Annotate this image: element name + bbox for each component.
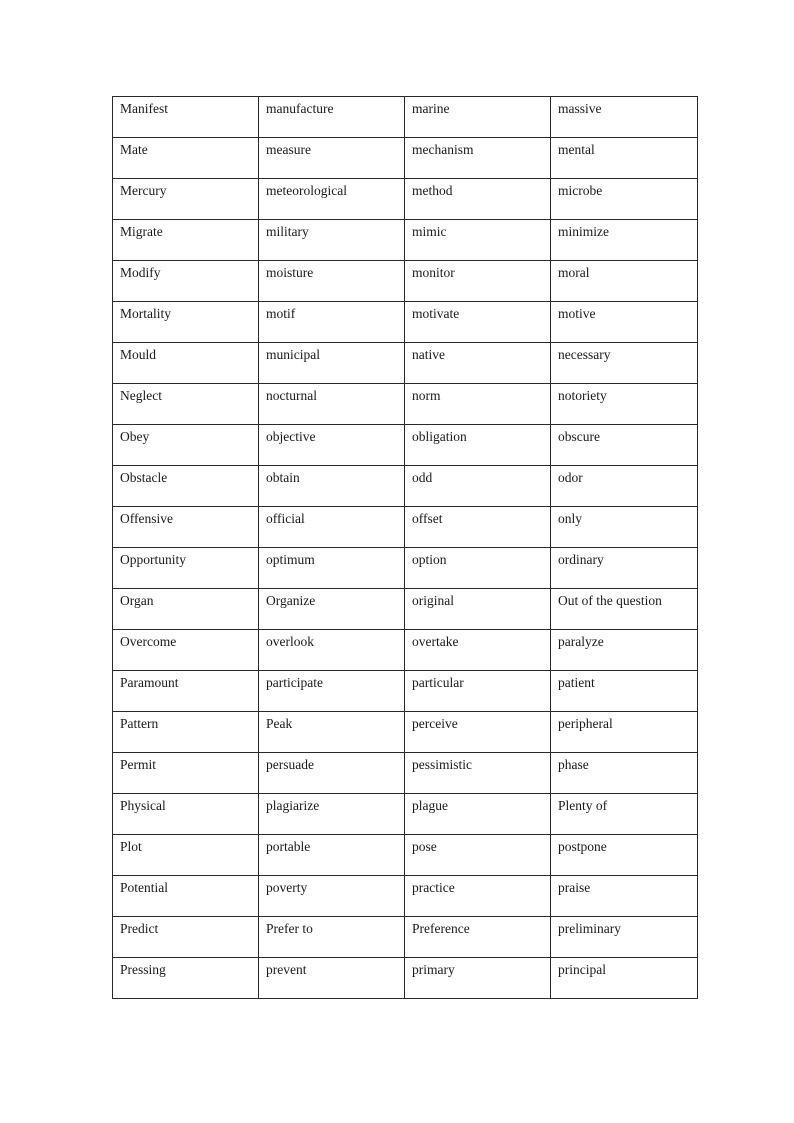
table-cell: necessary xyxy=(551,343,698,384)
table-cell: Paramount xyxy=(113,671,259,712)
table-cell: pessimistic xyxy=(405,753,551,794)
table-row xyxy=(113,343,698,384)
table-row xyxy=(113,917,698,958)
table-cell: Obstacle xyxy=(113,466,259,507)
table-cell: Overcome xyxy=(113,630,259,671)
table-cell: norm xyxy=(405,384,551,425)
table-cell: Peak xyxy=(259,712,405,753)
table-cell: objective xyxy=(259,425,405,466)
table-cell: optimum xyxy=(259,548,405,589)
table-cell: obscure xyxy=(551,425,698,466)
table-cell: motive xyxy=(551,302,698,343)
table-cell: motif xyxy=(259,302,405,343)
vocabulary-table xyxy=(112,96,698,999)
table-cell: Prefer to xyxy=(259,917,405,958)
table-row xyxy=(113,179,698,220)
table-cell: offset xyxy=(405,507,551,548)
table-cell: Modify xyxy=(113,261,259,302)
table-cell: Potential xyxy=(113,876,259,917)
table-cell: poverty xyxy=(259,876,405,917)
table-cell: Mould xyxy=(113,343,259,384)
table-cell: perceive xyxy=(405,712,551,753)
table-cell: Opportunity xyxy=(113,548,259,589)
table-cell: only xyxy=(551,507,698,548)
table-row xyxy=(113,589,698,630)
table-cell: plague xyxy=(405,794,551,835)
table-cell: mental xyxy=(551,138,698,179)
table-cell: overlook xyxy=(259,630,405,671)
table-cell: particular xyxy=(405,671,551,712)
table-row xyxy=(113,835,698,876)
table-cell: official xyxy=(259,507,405,548)
table-cell: Permit xyxy=(113,753,259,794)
table-cell: obtain xyxy=(259,466,405,507)
table-cell: odor xyxy=(551,466,698,507)
table-cell: massive xyxy=(551,97,698,138)
table-row xyxy=(113,958,698,999)
table-cell: odd xyxy=(405,466,551,507)
table-cell: Neglect xyxy=(113,384,259,425)
table-cell: notoriety xyxy=(551,384,698,425)
table-cell: monitor xyxy=(405,261,551,302)
table-cell: peripheral xyxy=(551,712,698,753)
table-row xyxy=(113,548,698,589)
table-row xyxy=(113,876,698,917)
table-cell: option xyxy=(405,548,551,589)
table-cell: postpone xyxy=(551,835,698,876)
table-cell: practice xyxy=(405,876,551,917)
table-cell: Mate xyxy=(113,138,259,179)
table-cell: measure xyxy=(259,138,405,179)
table-cell: overtake xyxy=(405,630,551,671)
table-cell: motivate xyxy=(405,302,551,343)
table-row xyxy=(113,507,698,548)
table-cell: minimize xyxy=(551,220,698,261)
table-cell: obligation xyxy=(405,425,551,466)
table-cell: portable xyxy=(259,835,405,876)
table-cell: mechanism xyxy=(405,138,551,179)
table-cell: principal xyxy=(551,958,698,999)
table-cell: original xyxy=(405,589,551,630)
table-cell: Mercury xyxy=(113,179,259,220)
table-row xyxy=(113,794,698,835)
table-row xyxy=(113,425,698,466)
vocabulary-table-body xyxy=(113,97,698,999)
table-cell: native xyxy=(405,343,551,384)
table-cell: Plot xyxy=(113,835,259,876)
table-row xyxy=(113,712,698,753)
table-cell: Obey xyxy=(113,425,259,466)
table-cell: plagiarize xyxy=(259,794,405,835)
table-cell: Offensive xyxy=(113,507,259,548)
table-cell: Organ xyxy=(113,589,259,630)
table-cell: preliminary xyxy=(551,917,698,958)
table-cell: meteorological xyxy=(259,179,405,220)
table-cell: moisture xyxy=(259,261,405,302)
table-cell: Organize xyxy=(259,589,405,630)
table-cell: primary xyxy=(405,958,551,999)
table-cell: praise xyxy=(551,876,698,917)
table-row xyxy=(113,138,698,179)
table-row xyxy=(113,384,698,425)
table-cell: Predict xyxy=(113,917,259,958)
table-cell: Pressing xyxy=(113,958,259,999)
table-cell: municipal xyxy=(259,343,405,384)
table-cell: patient xyxy=(551,671,698,712)
table-cell: pose xyxy=(405,835,551,876)
table-row xyxy=(113,466,698,507)
table-cell: phase xyxy=(551,753,698,794)
table-cell: Out of the question xyxy=(551,589,698,630)
table-cell: microbe xyxy=(551,179,698,220)
table-cell: Preference xyxy=(405,917,551,958)
table-cell: Pattern xyxy=(113,712,259,753)
table-cell: participate xyxy=(259,671,405,712)
table-cell: moral xyxy=(551,261,698,302)
table-cell: Mortality xyxy=(113,302,259,343)
table-cell: paralyze xyxy=(551,630,698,671)
table-cell: Plenty of xyxy=(551,794,698,835)
table-row xyxy=(113,630,698,671)
table-row xyxy=(113,671,698,712)
table-cell: marine xyxy=(405,97,551,138)
table-row xyxy=(113,302,698,343)
table-cell: prevent xyxy=(259,958,405,999)
table-cell: mimic xyxy=(405,220,551,261)
table-cell: Migrate xyxy=(113,220,259,261)
table-cell: ordinary xyxy=(551,548,698,589)
table-row xyxy=(113,220,698,261)
table-cell: Physical xyxy=(113,794,259,835)
table-cell: manufacture xyxy=(259,97,405,138)
table-row xyxy=(113,261,698,302)
table-cell: Manifest xyxy=(113,97,259,138)
table-cell: military xyxy=(259,220,405,261)
table-cell: method xyxy=(405,179,551,220)
table-cell: nocturnal xyxy=(259,384,405,425)
table-row xyxy=(113,97,698,138)
table-row xyxy=(113,753,698,794)
table-cell: persuade xyxy=(259,753,405,794)
